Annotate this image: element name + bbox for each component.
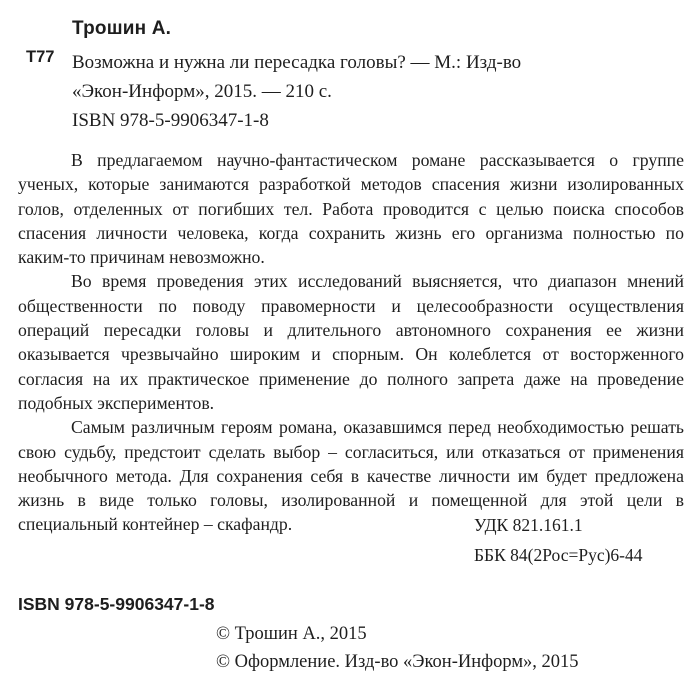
copyright-design: © Оформление. Изд-во «Экон-Информ», 2015 xyxy=(216,652,579,672)
bibliographic-publisher-line: «Экон-Информ», 2015. — 210 с. xyxy=(72,81,332,102)
author-name: Трошин А. xyxy=(72,18,172,39)
annotation-paragraph: В предлагаемом научно-фантастическом романе рассказывается о группе ученых, которые занимаются разработкой методов спасения жизни изолированных голов, отделенных от погибших тел. Работа проводится с целью поиска способов спасения личности человека, когда сохранить жизнь его организма полностью по каким-то причинам невозможно. xyxy=(18,150,684,268)
annotation-paragraph: Во время проведения этих исследований выясняется, что диапазон мнений общественности по поводу правомерности и целесообразности осуществления операций пересадки головы и длительного автономного сохранения ее жизни оказывается чрезвычайно широким и спорным. Он колеблется от восторженного согласия на их практическое применение до полного запрета даже на проведение подобных экспериментов. xyxy=(18,271,684,413)
annotation-paragraph: Самым различным героям романа, оказавшимся перед необходимостью решать свою судьбу, предстоит сделать выбор – согласиться, или отказаться от применения необычного метода. Для сохранения себя в качестве личности им будет предложена жизнь в виде только головы, изолированной и помещенной для этой цели в специальный контейнер – скафандр. xyxy=(18,417,684,535)
bbk-code: ББК 84(2Рос=Рус)6-44 xyxy=(474,545,643,565)
isbn-bottom: ISBN 978-5-9906347-1-8 xyxy=(18,594,215,614)
bibliographic-isbn-line: ISBN 978-5-9906347-1-8 xyxy=(72,110,269,131)
library-code: Т77 xyxy=(26,48,55,66)
bibliographic-record xyxy=(72,48,692,135)
annotation xyxy=(18,148,684,537)
bibliographic-title-line: Возможна и нужна ли пересадка головы? — М.: Изд-во xyxy=(72,52,522,73)
copyright-author: © Трошин А., 2015 xyxy=(216,624,367,644)
udk-code: УДК 821.161.1 xyxy=(474,515,583,535)
